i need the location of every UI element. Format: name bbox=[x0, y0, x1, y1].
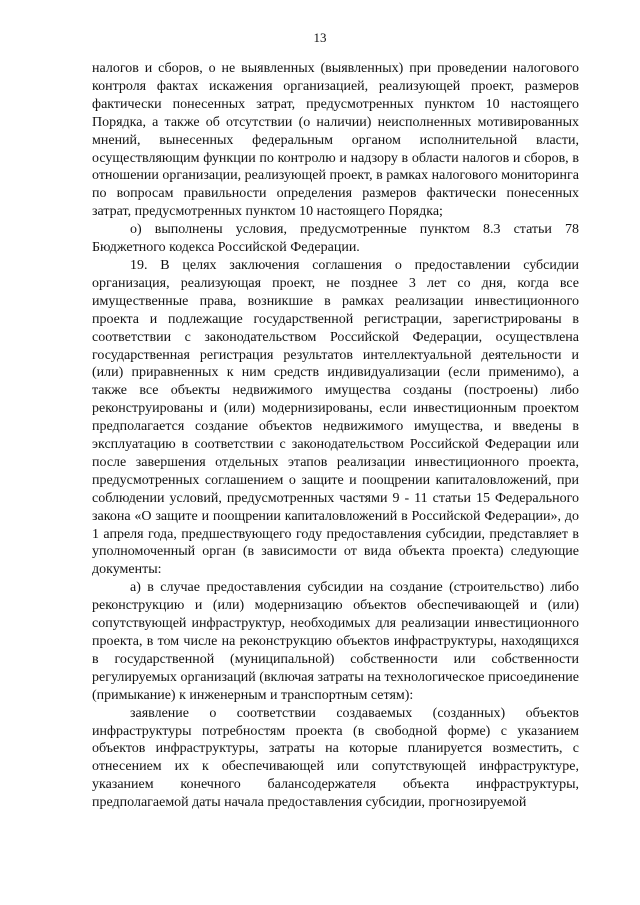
paragraph-statement: заявление о соответствии создаваемых (созданных) объектов инфраструктуры потребностям проекта (в свободной форме) с указанием объектов инфраструктуры, затраты на которые планируется возместить, с отнесением их к обеспечивающей или сопутствующей инфраструктуре, указанием конечного балансодержателя объекта инфраструктуры, предполагаемой даты начала предоставления субсидии, прогнозируемой bbox=[92, 705, 579, 811]
paragraph-item-a: а) в случае предоставления субсидии на создание (строительство) либо реконструкцию и (или) модернизацию объектов обеспечивающей и (или) сопутствующей инфраструктур, необходимых для реализации инвестиционного проекта, в том числе на реконструкцию объектов инфраструктуры, находящихся в государственной (муниципальной) собственности или собственности регулируемых организаций (включая затраты на технологическое присоединение (примыкание) к инженерным и транспортным сетям): bbox=[92, 580, 579, 703]
page-number: 13 bbox=[313, 30, 327, 45]
paragraph-section-19: 19. В целях заключения соглашения о предоставлении субсидии организация, реализующая проект, не позднее 3 лет со дня, когда все имущественные права, возникшие в рамках реализации инвестиционного проекта и подлежащие государственной регистрации, зарегистрированы в соответствии с законодательством Российской Федерации, осуществлена государственная регистрация результатов интеллектуальной деятельности и (или) приравненных к ним средств индивидуализации (если применимо), а также все объекты недвижимого имущества созданы (построены) либо реконструированы и (или) модернизированы, если инвестиционным проектом предполагается создание объектов недвижимого имущества, и введены в эксплуатацию в соответствии с законодательством Российской Федерации или после завершения отдельных этапов реализации инвестиционного проекта, предусмотренных соглашением о защите и поощрении капиталовложений, при соблюдении условий, предусмотренных частями 9 - 11 статьи 15 Федерального закона «О защите и поощрении капиталовложений в Российской Федерации», до 1 апреля года, предшествующего году предоставления субсидии, представляет в уполномоченный орган (в зависимости от вида объекта проекта) следующие документы: bbox=[92, 257, 579, 578]
paragraph-item-o: о) выполнены условия, предусмотренные пунктом 8.3 статьи 78 Бюджетного кодекса Российской Федерации. bbox=[92, 222, 579, 256]
paragraph-continuation: налогов и сборов, о не выявленных (выявленных) при проведении налогового контроля фактах искажения организацией, реализующей проект, размеров фактически понесенных затрат, предусмотренных пунктом 10 настоящего Порядка, а также об отсутствии (о наличии) неисполненных мотивированных мнений, вынесенных федеральным органом исполнительной власти, осуществляющим функции по контролю и надзору в области налогов и сборов, в отношении организации, реализующей проект, в рамках налогового мониторинга по вопросам правильности определения размеров фактически понесенных затрат, предусмотренных пунктом 10 настоящего Порядка; bbox=[92, 61, 579, 220]
document-body bbox=[92, 60, 579, 812]
